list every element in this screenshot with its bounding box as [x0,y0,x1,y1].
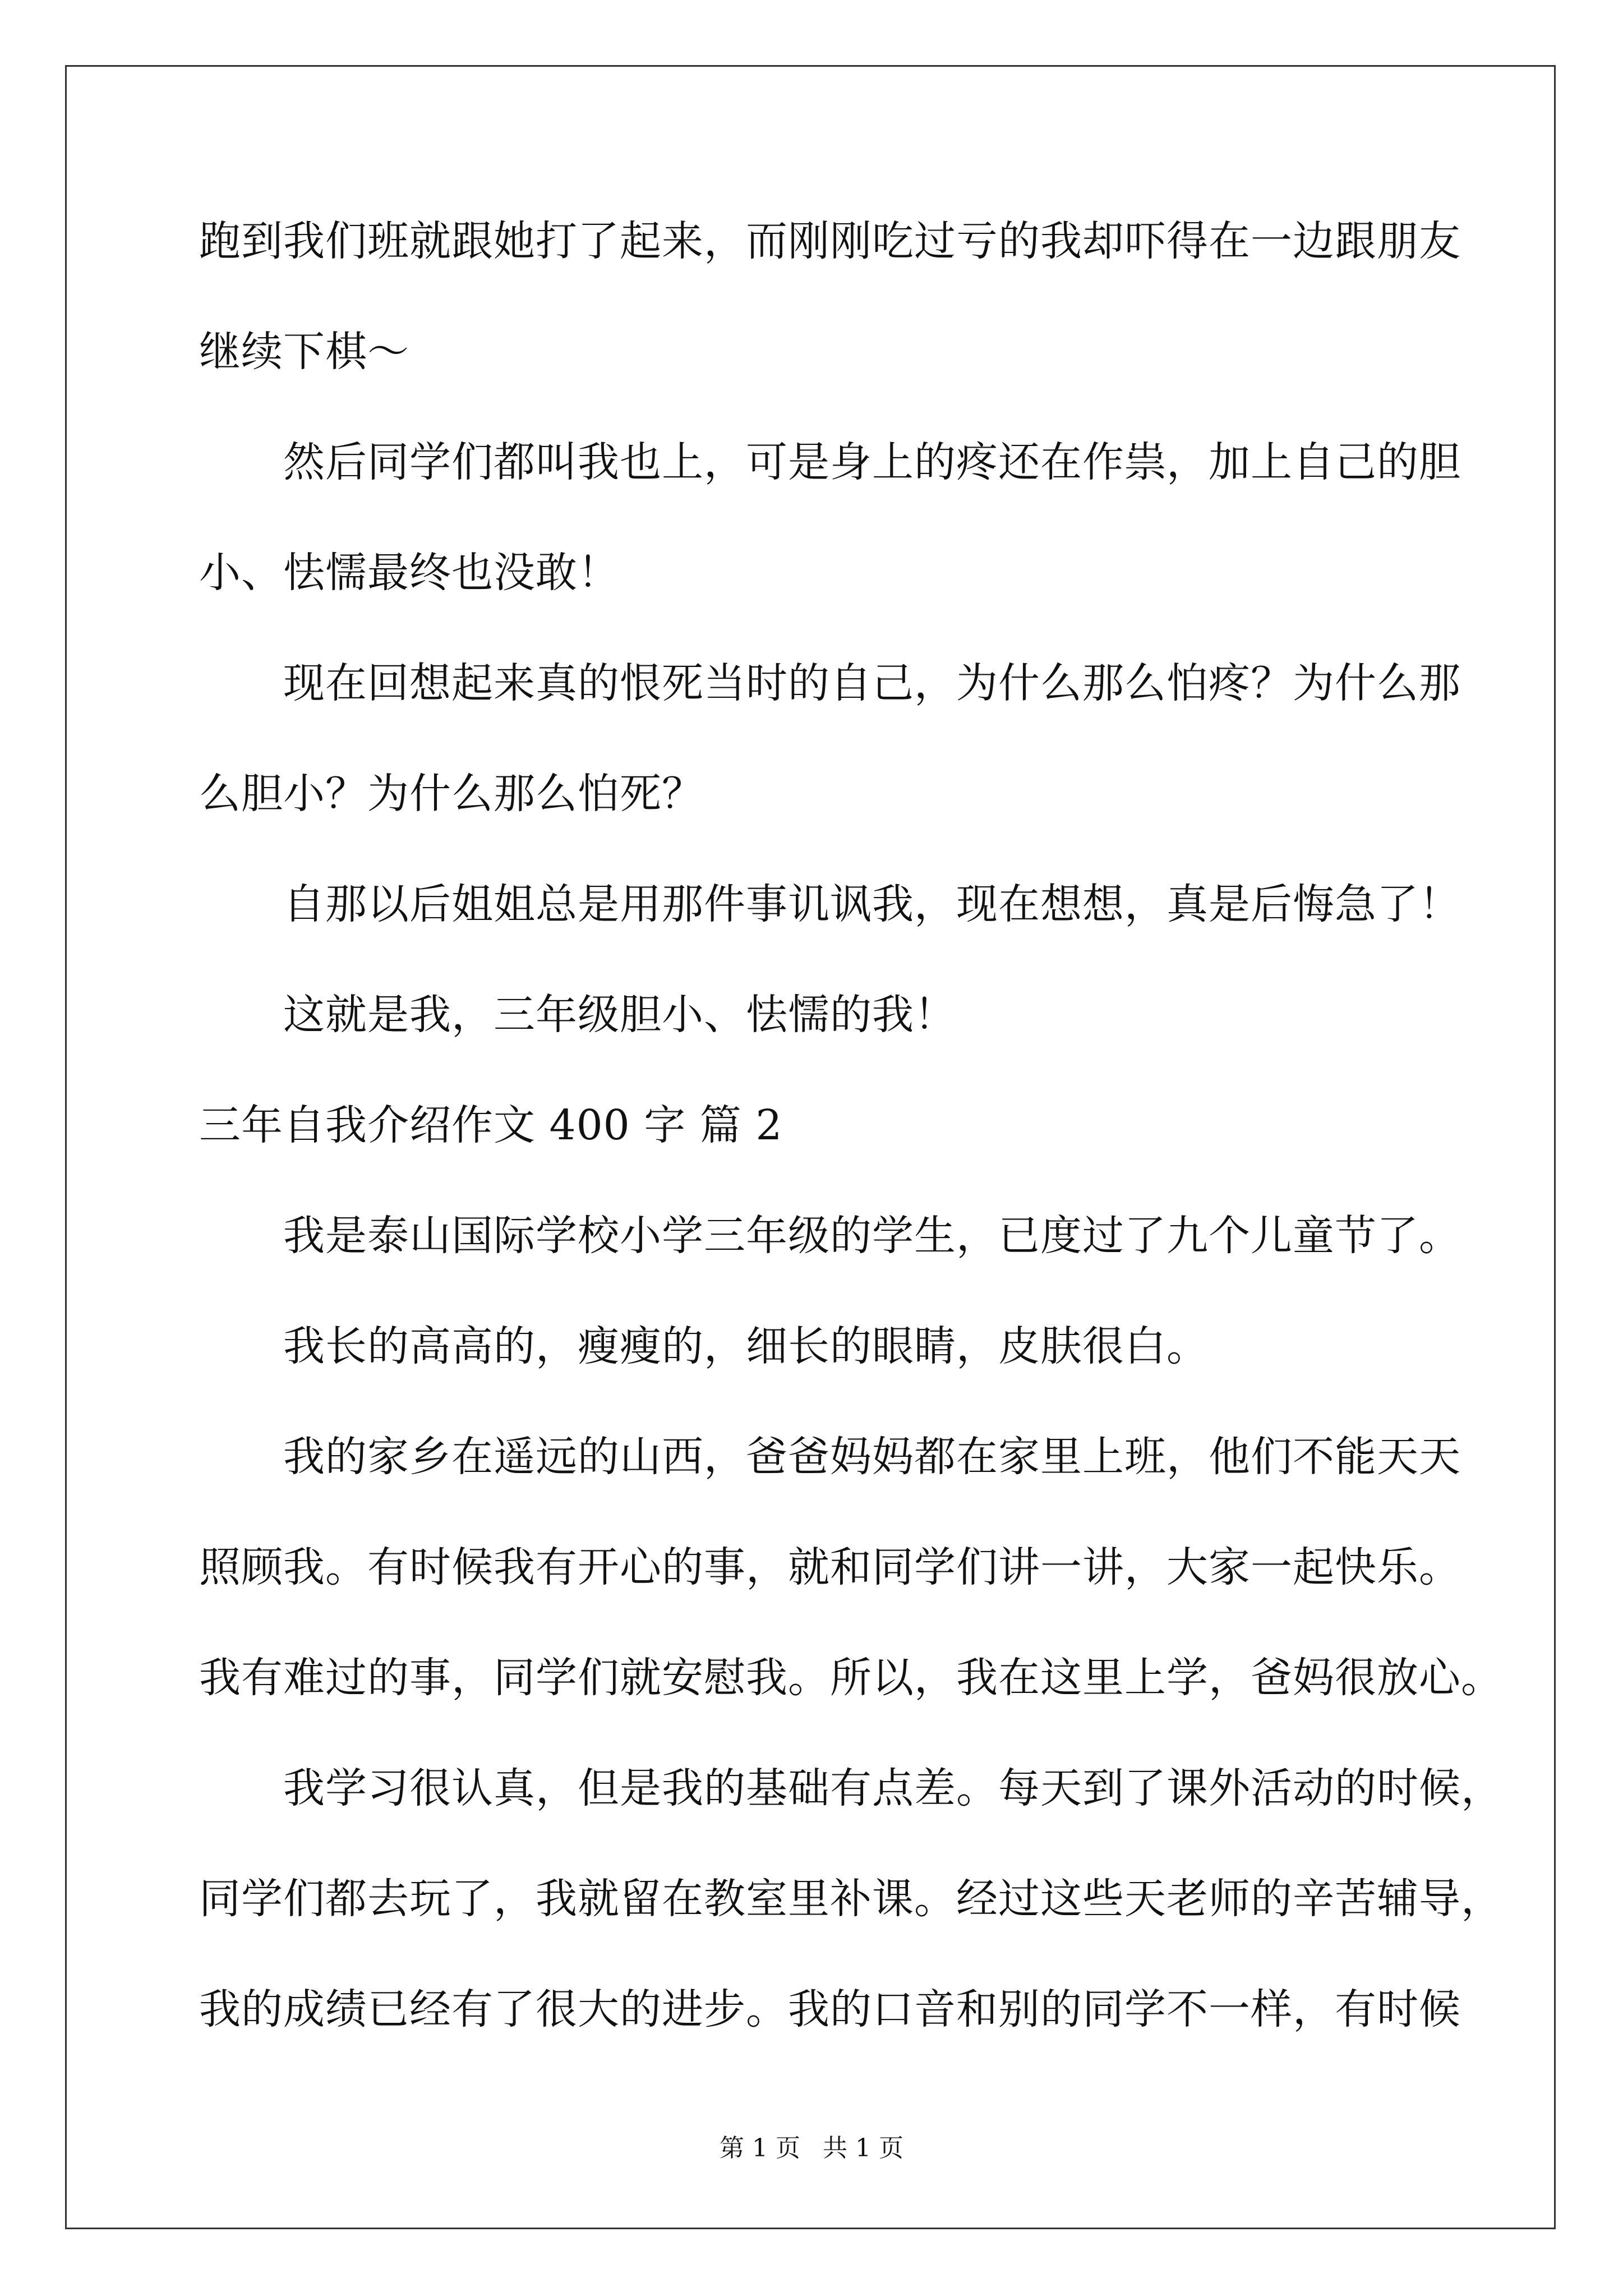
text-line: 小、怯懦最终也没敢！ [199,549,620,597]
text-line: 然后同学们都叫我也上，可是身上的疼还在作祟，加上自己的胆 [283,438,1461,486]
document-body [199,213,1503,2092]
text-line: 这就是我，三年级胆小、怯懦的我！ [283,991,956,1039]
text-line: 我的成绩已经有了很大的进步。我的口音和别的同学不一样，有时候 [199,1985,1461,2033]
section-heading: 三年自我介绍作文 400 字 篇 2 [199,1101,783,1149]
page-total: 共 1 页 [823,2134,903,2162]
text-line: 么胆小？为什么那么怕死？ [199,770,704,818]
text-line: 我的家乡在遥远的山西，爸爸妈妈都在家里上班，他们不能天天 [283,1433,1461,1481]
page-footer [0,2128,1623,2164]
page-number: 第 1 页 [720,2134,800,2162]
text-line: 自那以后姐姐总是用那件事讥讽我，现在想想，真是后悔急了！ [283,880,1461,928]
text-line: 我学习很认真，但是我的基础有点差。每天到了课外活动的时候， [283,1764,1503,1812]
text-line: 我长的高高的，瘦瘦的，细长的眼睛，皮肤很白。 [283,1322,1209,1370]
text-line: 我是泰山国际学校小学三年级的学生，已度过了九个儿童节了。 [283,1212,1461,1260]
text-line: 照顾我。有时候我有开心的事，就和同学们讲一讲，大家一起快乐。 [199,1543,1461,1591]
text-line: 现在回想起来真的恨死当时的自己，为什么那么怕疼？为什么那 [283,659,1461,707]
text-line: 继续下棋～ [199,328,409,376]
text-line: 同学们都去玩了，我就留在教室里补课。经过这些天老师的辛苦辅导， [199,1875,1503,1923]
text-line: 我有难过的事，同学们就安慰我。所以，我在这里上学，爸妈很放心。 [199,1654,1503,1702]
text-line: 跑到我们班就跟她打了起来，而刚刚吃过亏的我却吓得在一边跟朋友 [199,217,1461,265]
